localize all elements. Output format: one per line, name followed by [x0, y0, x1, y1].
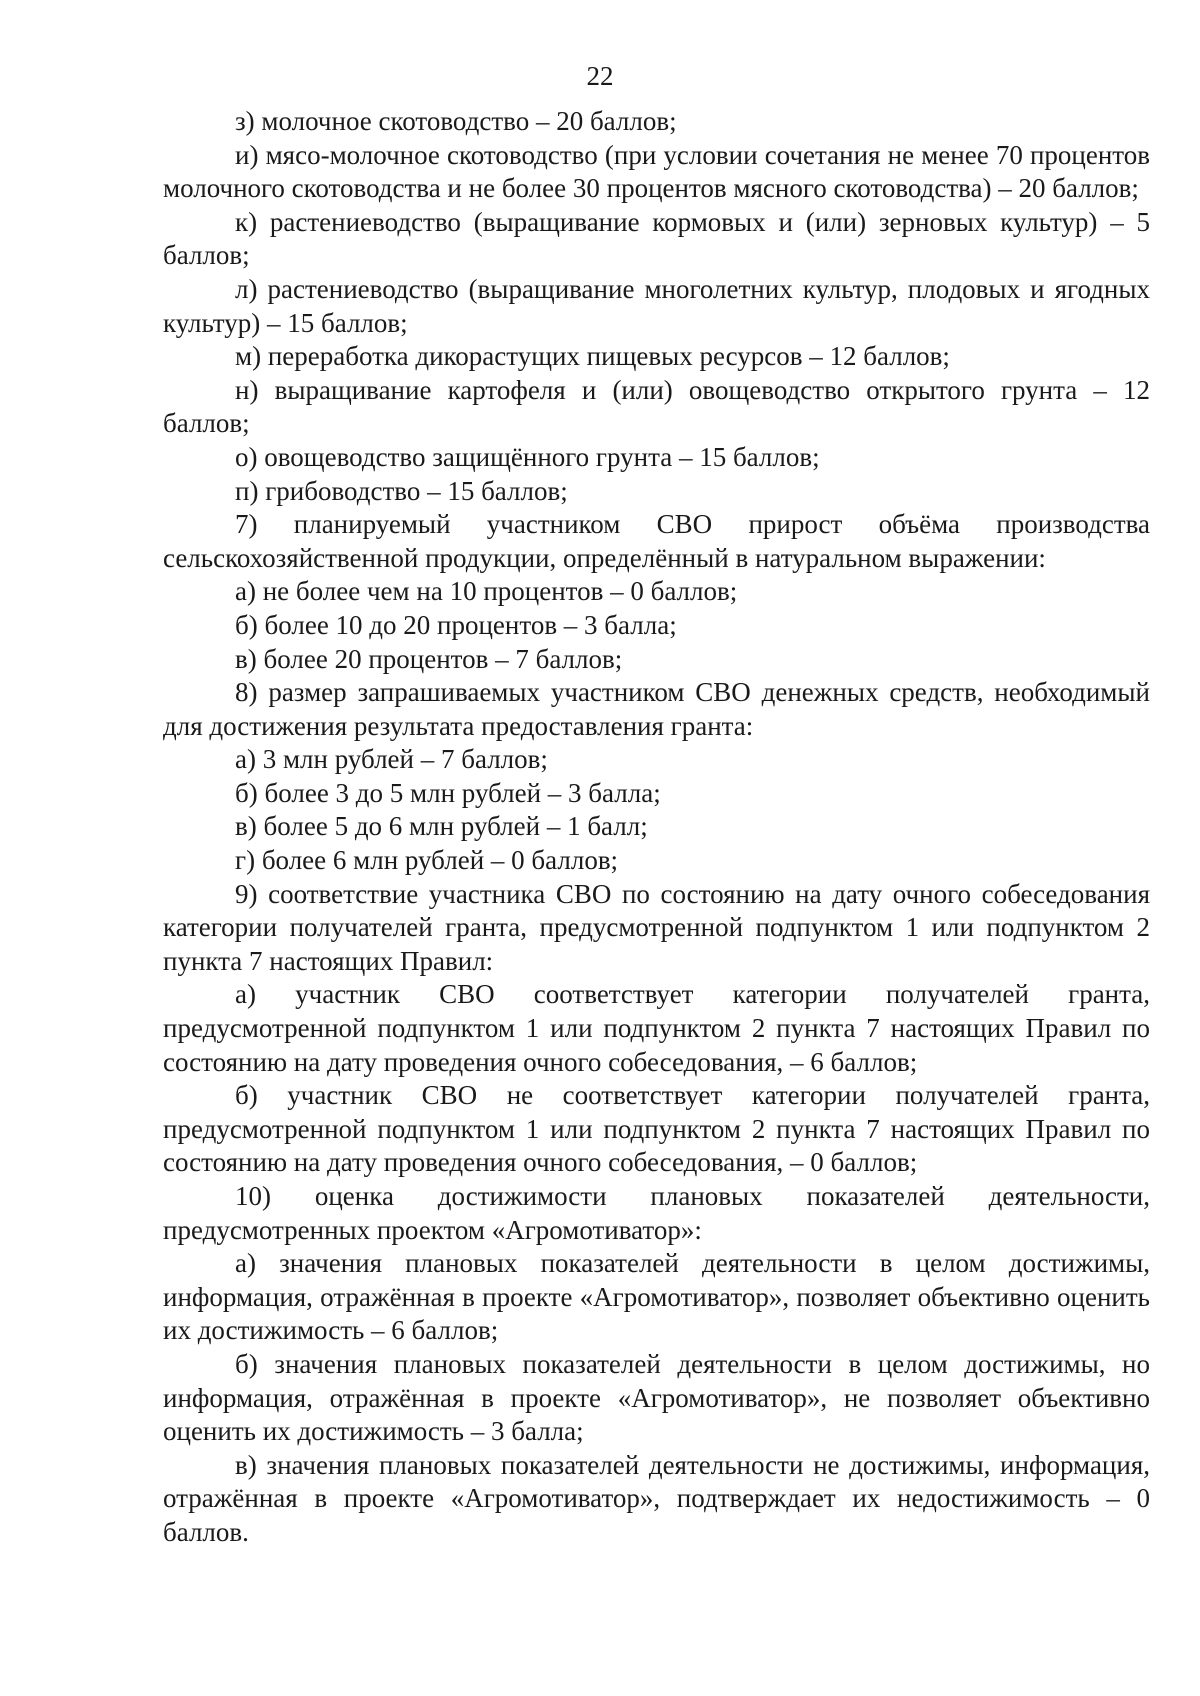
paragraph-7-v: в) более 20 процентов – 7 баллов;	[235, 643, 623, 674]
paragraph-10-a: а) значения плановых показателей деятельности в целом достижимы, информация, отражённая в проекте «Агромотиватор», позволяет объективно оценить их достижимость – 6 баллов;	[163, 1248, 1150, 1346]
paragraph-7-a: а) не более чем на 10 процентов – 0 баллов;	[235, 576, 738, 607]
paragraph-item-m: м) переработка дикорастущих пищевых ресурсов – 12 баллов;	[235, 341, 950, 372]
paragraph-9-b: б) участник СВО не соответствует категории получателей гранта, предусмотренной подпунктом 1 или подпунктом 2 пункта 7 настоящих Правил по состоянию на дату проведения очного собеседования, – 0 баллов;	[163, 1080, 1150, 1178]
paragraph-9-a: а) участник СВО соответствует категории получателей гранта, предусмотренной подпунктом 1 или подпунктом 2 пункта 7 настоящих Правил по состоянию на дату проведения очного собеседования, – 6 баллов;	[163, 979, 1150, 1077]
paragraph-item-z: з) молочное скотоводство – 20 баллов;	[235, 106, 677, 136]
paragraph-criterion-10: 10) оценка достижимости плановых показателей деятельности, предусмотренных проектом «Агромотиватор»:	[163, 1181, 1150, 1245]
paragraph-item-n: н) выращивание картофеля и (или) овощеводство открытого грунта – 12 баллов;	[163, 374, 1150, 439]
paragraph-item-i: и) мясо-молочное скотоводство (при условии сочетания не менее 70 процентов молочного скотоводства и не более 30 процентов мясного скотоводства) – 20 баллов;	[163, 139, 1150, 204]
page-number: 22	[586, 61, 614, 91]
paragraph-criterion-7: 7) планируемый участником СВО прирост объёма производства сельскохозяйственной продукции, определённый в натуральном выражении:	[163, 509, 1150, 573]
paragraph-7-b: б) более 10 до 20 процентов – 3 балла;	[235, 609, 677, 640]
paragraph-8-a: а) 3 млн рублей – 7 баллов;	[235, 744, 548, 775]
paragraph-item-l: л) растениеводство (выращивание многолетних культур, плодовых и ягодных культур) – 15 баллов;	[163, 273, 1150, 338]
paragraph-item-p: п) грибоводство – 15 баллов;	[235, 475, 568, 506]
paragraph-10-b: б) значения плановых показателей деятельности в целом достижимы, но информация, отражённая в проекте «Агромотиватор», не позволяет объективно оценить их достижимость – 3 балла;	[163, 1348, 1150, 1447]
document-body	[163, 105, 1150, 1550]
paragraph-item-k: к) растениеводство (выращивание кормовых и (или) зерновых культур) – 5 баллов;	[163, 206, 1150, 271]
paragraph-8-g: г) более 6 млн рублей – 0 баллов;	[235, 845, 619, 876]
paragraph-8-b: б) более 3 до 5 млн рублей – 3 балла;	[235, 777, 661, 808]
paragraph-8-v: в) более 5 до 6 млн рублей – 1 балл;	[235, 811, 648, 842]
paragraph-10-v: в) значения плановых показателей деятельности не достижимы, информация, отражённая в проекте «Агромотиватор», подтверждает их недостижимость – 0 баллов.	[163, 1449, 1150, 1547]
paragraph-criterion-9: 9) соответствие участника СВО по состоянию на дату очного собеседования категории получателей гранта, предусмотренной подпунктом 1 или подпунктом 2 пункта 7 настоящих Правил:	[163, 878, 1150, 976]
paragraph-criterion-8: 8) размер запрашиваемых участником СВО денежных средств, необходимый для достижения результата предоставления гранта:	[163, 677, 1150, 741]
paragraph-item-o: о) овощеводство защищённого грунта – 15 баллов;	[235, 441, 820, 472]
